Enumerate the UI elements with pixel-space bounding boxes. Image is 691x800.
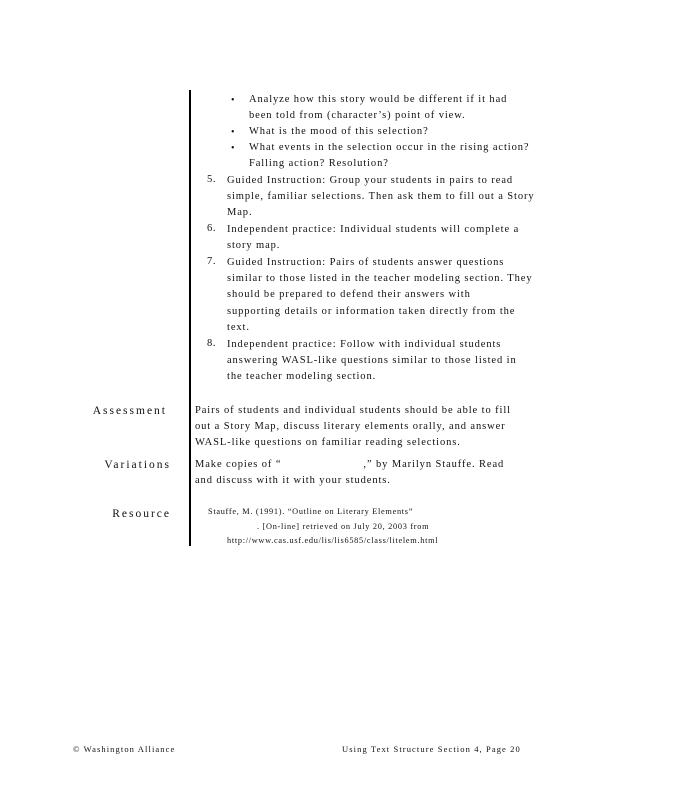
step-text	[227, 337, 517, 386]
variations-prefix: Make copies of “	[195, 459, 282, 470]
footer-page-number: Using Text Structure Section 4, Page 20	[342, 744, 521, 754]
step-number: 8.	[207, 338, 217, 349]
vertical-rule	[189, 90, 191, 546]
step-line: supporting details or information taken directly from the	[227, 305, 516, 317]
bullet-dot-icon: •	[231, 95, 235, 106]
step-line: text.	[227, 321, 250, 333]
variations-label: Variations	[104, 459, 171, 471]
step-line: Independent practice: Individual students will complete a	[227, 224, 520, 235]
assessment-label: Assessment	[92, 405, 167, 417]
resource-citation: . [On-line] retrieved on July 20, 2003 from	[257, 522, 430, 531]
step-number: 5.	[207, 174, 217, 185]
step-line: story map.	[227, 240, 281, 252]
bullet-line: What events in the selection occur in the rising action?	[249, 142, 530, 153]
bullet-line: Analyze how this story would be different if it had	[249, 94, 508, 105]
assessment-line: out a Story Map, discuss literary elements orally, and answer	[195, 421, 506, 433]
step-line: Map.	[227, 207, 253, 219]
step-number: 7.	[207, 256, 217, 267]
step-text	[227, 255, 532, 336]
resource-label: Resource	[112, 508, 171, 520]
bullet-item	[249, 124, 429, 140]
step-text	[227, 173, 535, 222]
variations-suffix: ,” by Marilyn Stauffe. Read	[363, 459, 505, 470]
bullet-line: What is the mood of this selection?	[249, 126, 429, 137]
step-line: answering WASL-like questions similar to those listed in	[227, 355, 517, 367]
assessment-line: Pairs of students and individual students should be able to fill	[195, 405, 511, 416]
resource-citation: Stauffe, M. (1991). “Outline on Literary Elements”	[208, 507, 414, 516]
step-line: the teacher modeling section.	[227, 371, 377, 383]
assessment-text	[195, 403, 511, 452]
bullet-dot-icon: •	[231, 143, 235, 154]
step-line: should be prepared to defend their answers with	[227, 289, 471, 301]
step-line: Guided Instruction: Group your students in pairs to read	[227, 175, 514, 186]
bullet-item	[249, 92, 507, 124]
bullet-dot-icon: •	[231, 127, 235, 138]
step-line: simple, familiar selections. Then ask them to fill out a Story	[227, 191, 535, 203]
variations-line: and discuss with it with your students.	[195, 475, 391, 487]
step-line: similar to those listed in the teacher modeling section. They	[227, 273, 533, 285]
step-line: Independent practice: Follow with individual students	[227, 339, 502, 350]
bullet-item	[249, 140, 529, 172]
step-number: 6.	[207, 223, 217, 234]
resource-url[interactable]: http://www.cas.usf.edu/lis/lis6585/class/litelem.html	[227, 536, 439, 545]
bullet-line: Falling action? Resolution?	[249, 158, 389, 170]
step-line: Guided Instruction: Pairs of students answer questions	[227, 257, 505, 268]
variations-line	[195, 457, 504, 473]
variations-text	[195, 457, 504, 489]
step-text	[227, 222, 519, 254]
assessment-line: WASL-like questions on familiar reading selections.	[195, 437, 461, 449]
bullet-line: been told from (character’s) point of view.	[249, 110, 466, 122]
footer-copyright: © Washington Alliance	[73, 744, 176, 754]
